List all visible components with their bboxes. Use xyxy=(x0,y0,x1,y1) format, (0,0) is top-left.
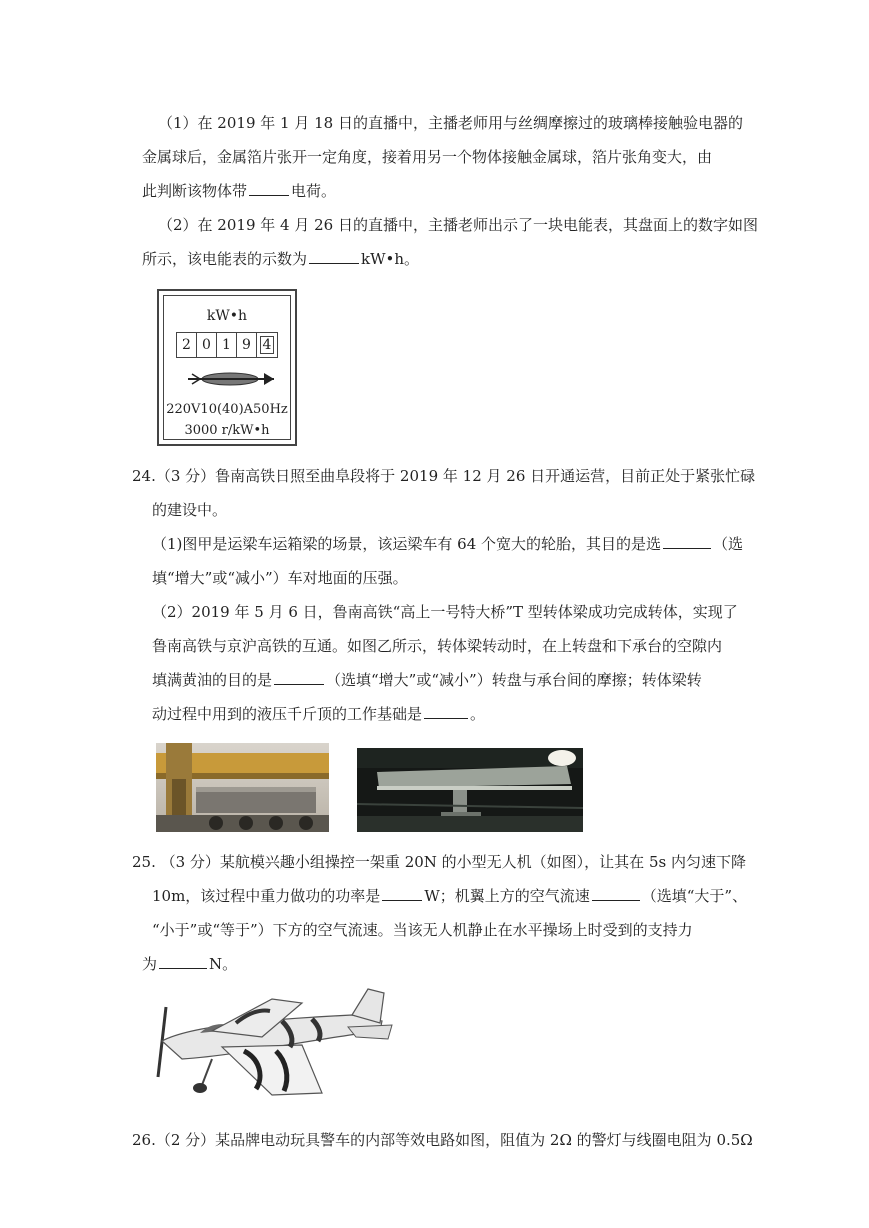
q24-part1-text: （1)图甲是运梁车运箱梁的场景，该运梁车有 64 个宽大的轮胎，其目的是选 xyxy=(152,535,662,553)
meter-spec-voltage: 220V10(40)A50Hz xyxy=(166,402,288,417)
q24-part2-line1: （2）2019 年 5 月 6 日，鲁南高铁“高上一号特大桥”T 型转体梁成功完成转体，实现了 xyxy=(152,603,738,621)
q23-part1-text-end: 电荷。 xyxy=(291,182,337,200)
q24-part2-line2: 鲁南高铁与京沪高铁的互通。如图乙所示，转体梁转动时，在上转盘和下承台的空隙内 xyxy=(152,637,723,655)
q23-part1-line2: 金属球后，金属箔片张开一定角度，接着用另一个物体接触金属球，箔片张角变大，由 xyxy=(142,148,713,166)
rotating-bridge-photo xyxy=(357,748,583,832)
q25-text-a: 10m，该过程中重力做功的功率是 xyxy=(152,887,381,905)
meter-disc-arrow-icon xyxy=(182,368,282,390)
answer-blank-2[interactable] xyxy=(309,249,359,264)
meter-digit: 0 xyxy=(197,333,217,357)
q24-heading-line1: 24.（3 分）鲁南高铁日照至曲阜段将于 2019 年 12 月 26 日开通运营，目前正处于紧张忙碌 xyxy=(132,467,756,485)
q24-part1-line2: 填“增大”或“减小”）车对地面的压强。 xyxy=(152,569,408,587)
answer-blank-5[interactable] xyxy=(424,704,468,719)
q25-text-c: （选填“大于”、 xyxy=(641,887,748,905)
q23-part2-unit: kW•h。 xyxy=(361,250,420,268)
answer-blank-8[interactable] xyxy=(159,954,207,969)
meter-spec-revolutions: 3000 r/kW•h xyxy=(184,423,270,438)
model-aircraft-figure xyxy=(152,985,396,1097)
meter-digit: 1 xyxy=(217,333,237,357)
q25-text-e: N。 xyxy=(209,955,238,973)
q25-text-b: W；机翼上方的空气流速 xyxy=(424,887,590,905)
q24-part1-text-end: （选 xyxy=(713,535,744,553)
q26-line1: 26.（2 分）某品牌电动玩具警车的内部等效电路如图，阻值为 2Ω 的警灯与线圈电阻为 0.5Ω xyxy=(132,1131,753,1149)
q24-part2-text-end: 。 xyxy=(470,705,486,723)
q24-part2-text-b: 动过程中用到的液压千斤顶的工作基础是 xyxy=(152,705,423,723)
q23-part1-line3 xyxy=(142,181,336,201)
q25-line4 xyxy=(142,954,237,974)
answer-blank-1[interactable] xyxy=(249,181,289,196)
q23-part1-text: 此判断该物体带 xyxy=(142,182,248,200)
energy-meter-figure xyxy=(157,289,297,446)
q23-part1-line1: （1）在 2019 年 1 月 18 日的直播中，主播老师用与丝绸摩擦过的玻璃棒接触验电器的 xyxy=(158,114,743,132)
q24-part2-text-mid: （选填“增大”或“减小”）转盘与承台间的摩擦；转体梁转 xyxy=(326,671,702,689)
q24-part1-line1 xyxy=(152,534,743,554)
meter-digit: 2 xyxy=(177,333,197,357)
q23-part2-text: 所示，该电能表的示数为 xyxy=(142,250,308,268)
q25-text-d: 为 xyxy=(142,955,158,973)
answer-blank-4[interactable] xyxy=(274,670,324,685)
q24-part2-line4 xyxy=(152,704,485,724)
meter-digit-row xyxy=(176,332,278,358)
q23-part2-line1: （2）在 2019 年 4 月 26 日的直播中，主播老师出示了一块电能表，其盘面上的数字如图 xyxy=(158,216,758,234)
q24-part2-line3 xyxy=(152,670,702,690)
q25-line3: “小于”或“等于”）下方的空气流速。当该无人机静止在水平操场上时受到的支持力 xyxy=(152,921,693,939)
q25-line1: 25. （3 分）某航模兴趣小组操控一架重 20N 的小型无人机（如图），让其在 5s 内匀速下降 xyxy=(132,853,746,871)
q25-line2 xyxy=(152,886,747,906)
energy-meter-frame xyxy=(163,295,291,440)
meter-digit: 9 xyxy=(237,333,257,357)
q23-part2-line2 xyxy=(142,249,419,269)
beam-transport-photo xyxy=(156,743,329,832)
meter-unit-label: kW•h xyxy=(206,308,248,324)
meter-digit-decimal: 4 xyxy=(257,333,277,357)
answer-blank-6[interactable] xyxy=(382,886,422,901)
answer-blank-7[interactable] xyxy=(592,886,640,901)
q24-heading-line2: 的建设中。 xyxy=(152,501,228,519)
answer-blank-3[interactable] xyxy=(663,534,711,549)
q24-part2-text: 填满黄油的目的是 xyxy=(152,671,273,689)
